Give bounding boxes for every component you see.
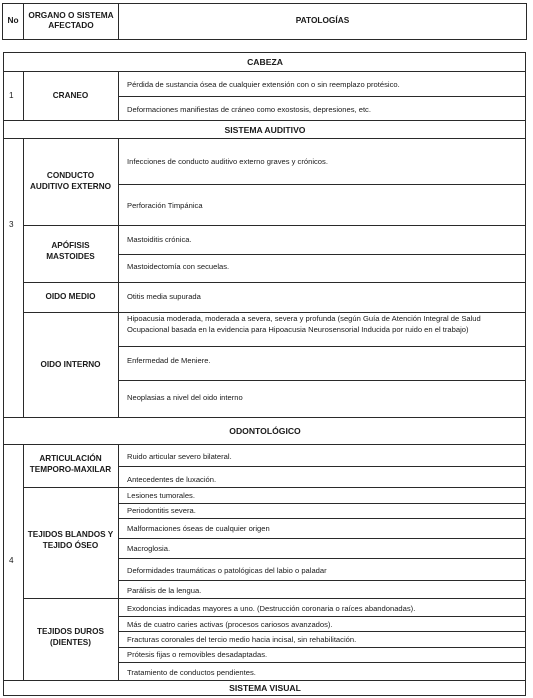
pathology-item: Lesiones tumorales. [127,491,195,500]
organ-blandos-line2: TEJIDO ÓSEO [42,541,99,550]
organ-oido-medio: OIDO MEDIO [45,292,96,301]
organ-articulacion-line1: ARTICULACIÓN [39,454,102,463]
header-organ-line2: AFECTADO [48,20,94,30]
pathology-item: Enfermedad de Meniere. [127,356,211,365]
pathology-item: Pérdida de sustancia ósea de cualquier extensión con o sin reemplazo protésico. [127,80,400,89]
pathology-item: Más de cuatro caries activas (procesos cariosos avanzados). [127,620,333,629]
organ-craneo: CRANEO [52,91,89,100]
pathology-item: Fracturas coronales del tercio medio hacia incisal, sin rehabilitación. [127,635,357,644]
pathology-item: Tratamiento de conductos pendientes. [127,668,256,677]
organ-conducto-line1: CONDUCTO [46,171,95,180]
organ-oido-interno: OIDO INTERNO [40,360,101,369]
section-title-odontologico: ODONTOLÓGICO [229,426,301,436]
section-title-cabeza: CABEZA [247,57,283,67]
pathology-item: Malformaciones óseas de cualquier origen [127,524,270,533]
pathology-item: Antecedentes de luxación. [127,475,217,484]
row-number-auditivo: 3 [9,220,14,229]
organ-blandos-line1: TEJIDOS BLANDOS Y [27,530,114,539]
pathology-item: Periodontitis severa. [127,506,196,515]
section-title-visual: SISTEMA VISUAL [229,683,301,693]
pathology-item: Hipoacusia moderada, moderada a severa, severa y profunda (según Guía de Atención Integral de Salud Ocupacional basada en la evidencia para Hipoacusia Neurosensorial Inducida por ruido en el trabajo) [127,314,481,334]
pathology-item: Infecciones de conducto auditivo externo graves y crónicos. [127,157,328,166]
organ-apofisis-line2: MASTOIDES [46,252,95,261]
pathology-item: Perforación Timpánica [127,201,203,210]
pathology-item: Prótesis fijas o removibles desadaptadas. [127,650,268,659]
pathology-item: Neoplasias a nivel del oido interno [127,393,243,402]
organ-apofisis-line1: APÓFISIS [51,241,90,250]
pathology-item: Ruido articular severo bilateral. [127,452,232,461]
header-no: No [7,15,19,25]
pathology-item: Deformaciones manifiestas de cráneo como exostosis, depresiones, etc. [127,105,371,114]
pathology-item: Macroglosia. [127,544,171,553]
pathology-item: Exodoncias indicadas mayores a uno. (Destrucción coronaria o raíces abandonadas). [127,604,416,613]
row-number-odontologico: 4 [9,556,14,565]
pathology-item: Mastoiditis crónica. [127,235,192,244]
organ-articulacion-line2: TEMPORO-MAXILAR [29,465,112,474]
header-pathologies: PATOLOGÍAS [295,15,350,25]
organ-duros-line2: (DIENTES) [50,638,91,647]
pathology-item: Deformidades traumáticas o patológicas del labio o paladar [127,566,327,575]
pathology-item: Mastoidectomía con secuelas. [127,262,230,271]
pathology-item: Otitis media supurada [127,292,201,301]
organ-duros-line1: TEJIDOS DUROS [37,627,104,636]
header-organ-line1: ORGANO O SISTEMA [28,10,114,20]
section-title-auditivo: SISTEMA AUDITIVO [224,125,306,135]
organ-conducto-line2: AUDITIVO EXTERNO [30,182,111,191]
pathology-item: Parálisis de la lengua. [127,586,202,595]
row-number-cabeza: 1 [9,91,14,100]
